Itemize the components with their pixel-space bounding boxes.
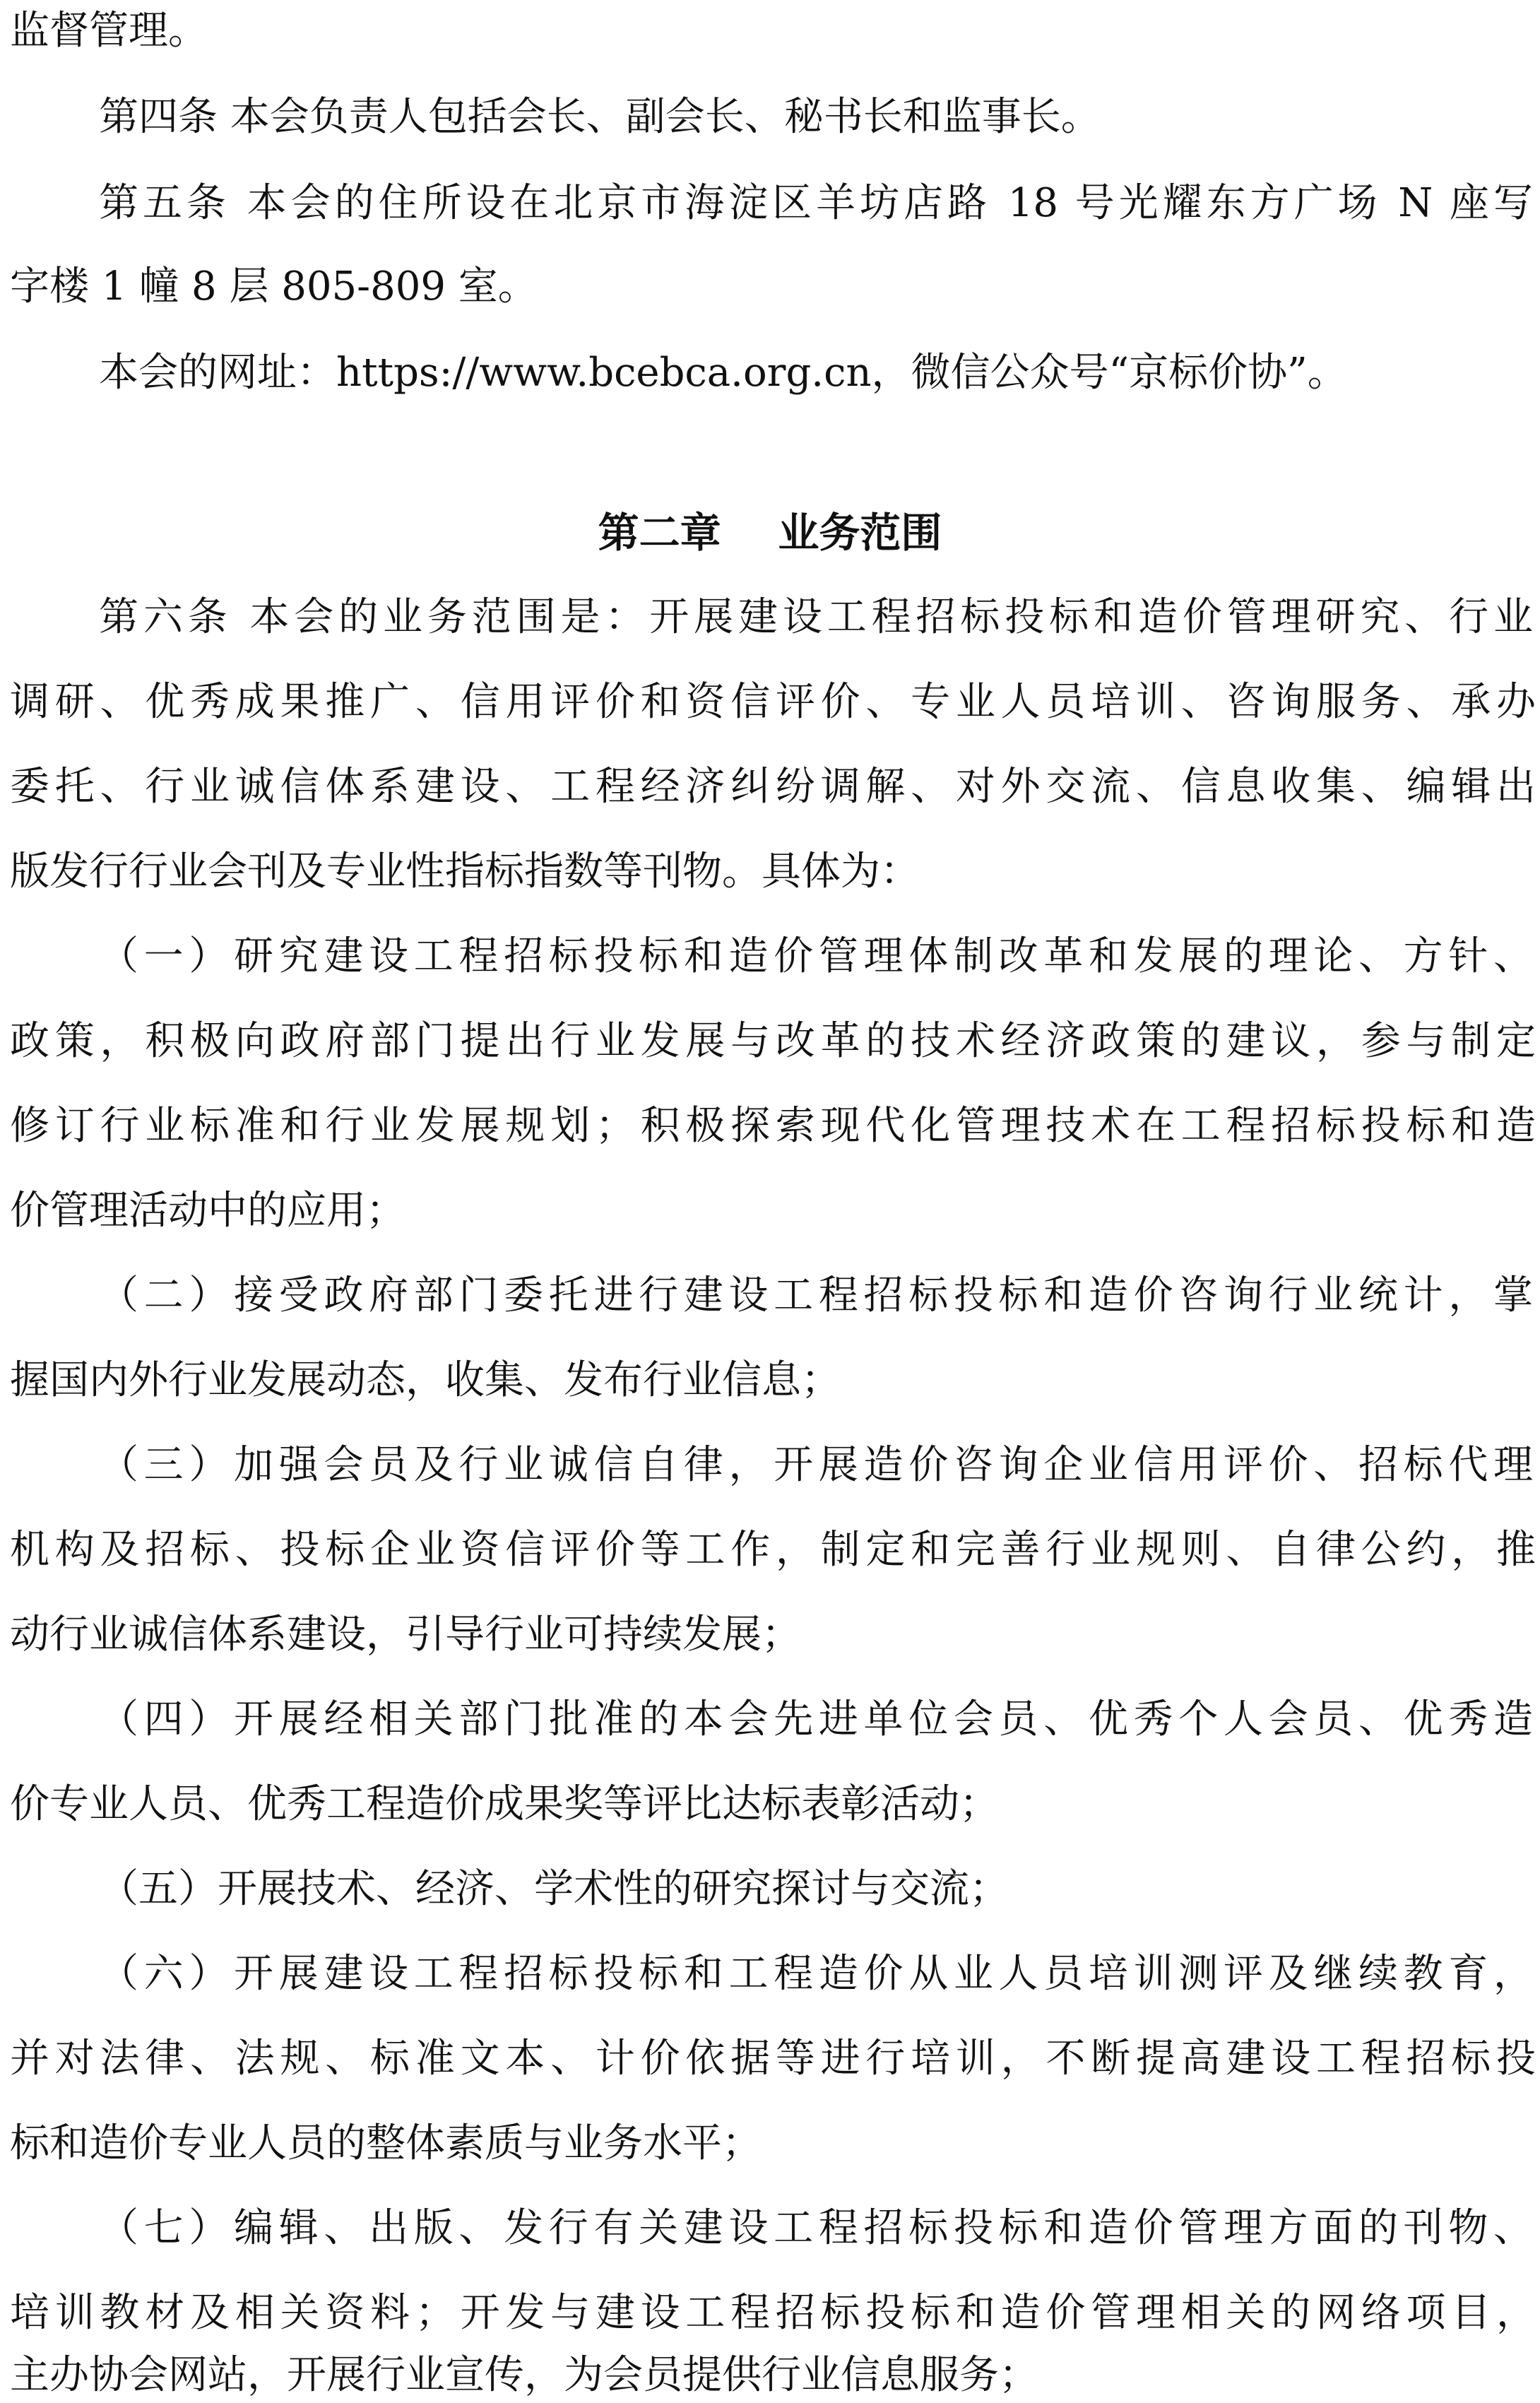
- text-line: 并对法律、法规、标准文本、计价依据等进行培训，不断提高建设工程招标投: [10, 2036, 1536, 2082]
- item-1: （一）研究建设工程招标投标和造价管理体制改革和发展的理论、方针、: [99, 933, 1533, 979]
- text-line: 价专业人员、优秀工程造价成果奖等评比达标表彰活动；: [10, 1781, 999, 1827]
- text-line: 委托、行业诚信体系建设、工程经济纠纷调解、对外交流、信息收集、编辑出: [10, 764, 1536, 810]
- text-line: 政策，积极向政府部门提出行业发展与改革的技术经济政策的建议，参与制定: [10, 1018, 1536, 1064]
- text-line: 监督管理。: [10, 8, 208, 54]
- article-6: 第六条 本会的业务范围是：开展建设工程招标投标和造价管理研究、行业: [99, 594, 1533, 640]
- text-line: 动行业诚信体系建设，引导行业可持续发展；: [10, 1612, 801, 1658]
- text-line: 修订行业标准和行业发展规划；积极探索现代化管理技术在工程招标投标和造: [10, 1103, 1536, 1149]
- text-line: 机构及招标、投标企业资信评价等工作，制定和完善行业规则、自律公约，推: [10, 1527, 1536, 1573]
- text-line: 握国内外行业发展动态，收集、发布行业信息；: [10, 1357, 841, 1403]
- article-4: 第四条 本会负责人包括会长、副会长、秘书长和监事长。: [99, 94, 1101, 140]
- item-2: （二）接受政府部门委托进行建设工程招标投标和造价咨询行业统计，掌: [99, 1273, 1533, 1318]
- text-line: 字楼 1 幢 8 层 805-809 室。: [10, 264, 538, 309]
- item-5: （五）开展技术、经济、学术性的研究探讨与交流；: [99, 1866, 1009, 1912]
- item-7: （七）编辑、出版、发行有关建设工程招标投标和造价管理方面的刊物、: [99, 2205, 1533, 2251]
- item-3: （三）加强会员及行业诚信自律，开展造价咨询企业信用评价、招标代理: [99, 1442, 1533, 1488]
- article-5: 第五条 本会的住所设在北京市海淀区羊坊店路 18 号光耀东方广场 N 座写: [99, 180, 1533, 226]
- text-line: 培训教材及相关资料；开发与建设工程招标投标和造价管理相关的网络项目，: [10, 2290, 1536, 2336]
- website-line: 本会的网址：https://www.bcebca.org.cn，微信公众号“京标价协”。: [99, 350, 1347, 396]
- text-line: 标和造价专业人员的整体素质与业务水平；: [10, 2120, 762, 2166]
- text-line: 调研、优秀成果推广、信用评价和资信评价、专业人员培训、咨询服务、承办: [10, 679, 1536, 725]
- chapter-heading: 第二章 业务范围: [598, 509, 942, 557]
- item-4: （四）开展经相关部门批准的本会先进单位会员、优秀个人会员、优秀造: [99, 1696, 1533, 1742]
- text-line: 主办协会网站，开展行业宣传，为会员提供行业信息服务；: [10, 2352, 1038, 2398]
- text-line: 价管理活动中的应用；: [10, 1188, 405, 1234]
- item-6: （六）开展建设工程招标投标和工程造价从业人员培训测评及继续教育，: [99, 1951, 1533, 1997]
- text-line: 版发行行业会刊及专业性指标指数等刊物。具体为：: [10, 849, 920, 895]
